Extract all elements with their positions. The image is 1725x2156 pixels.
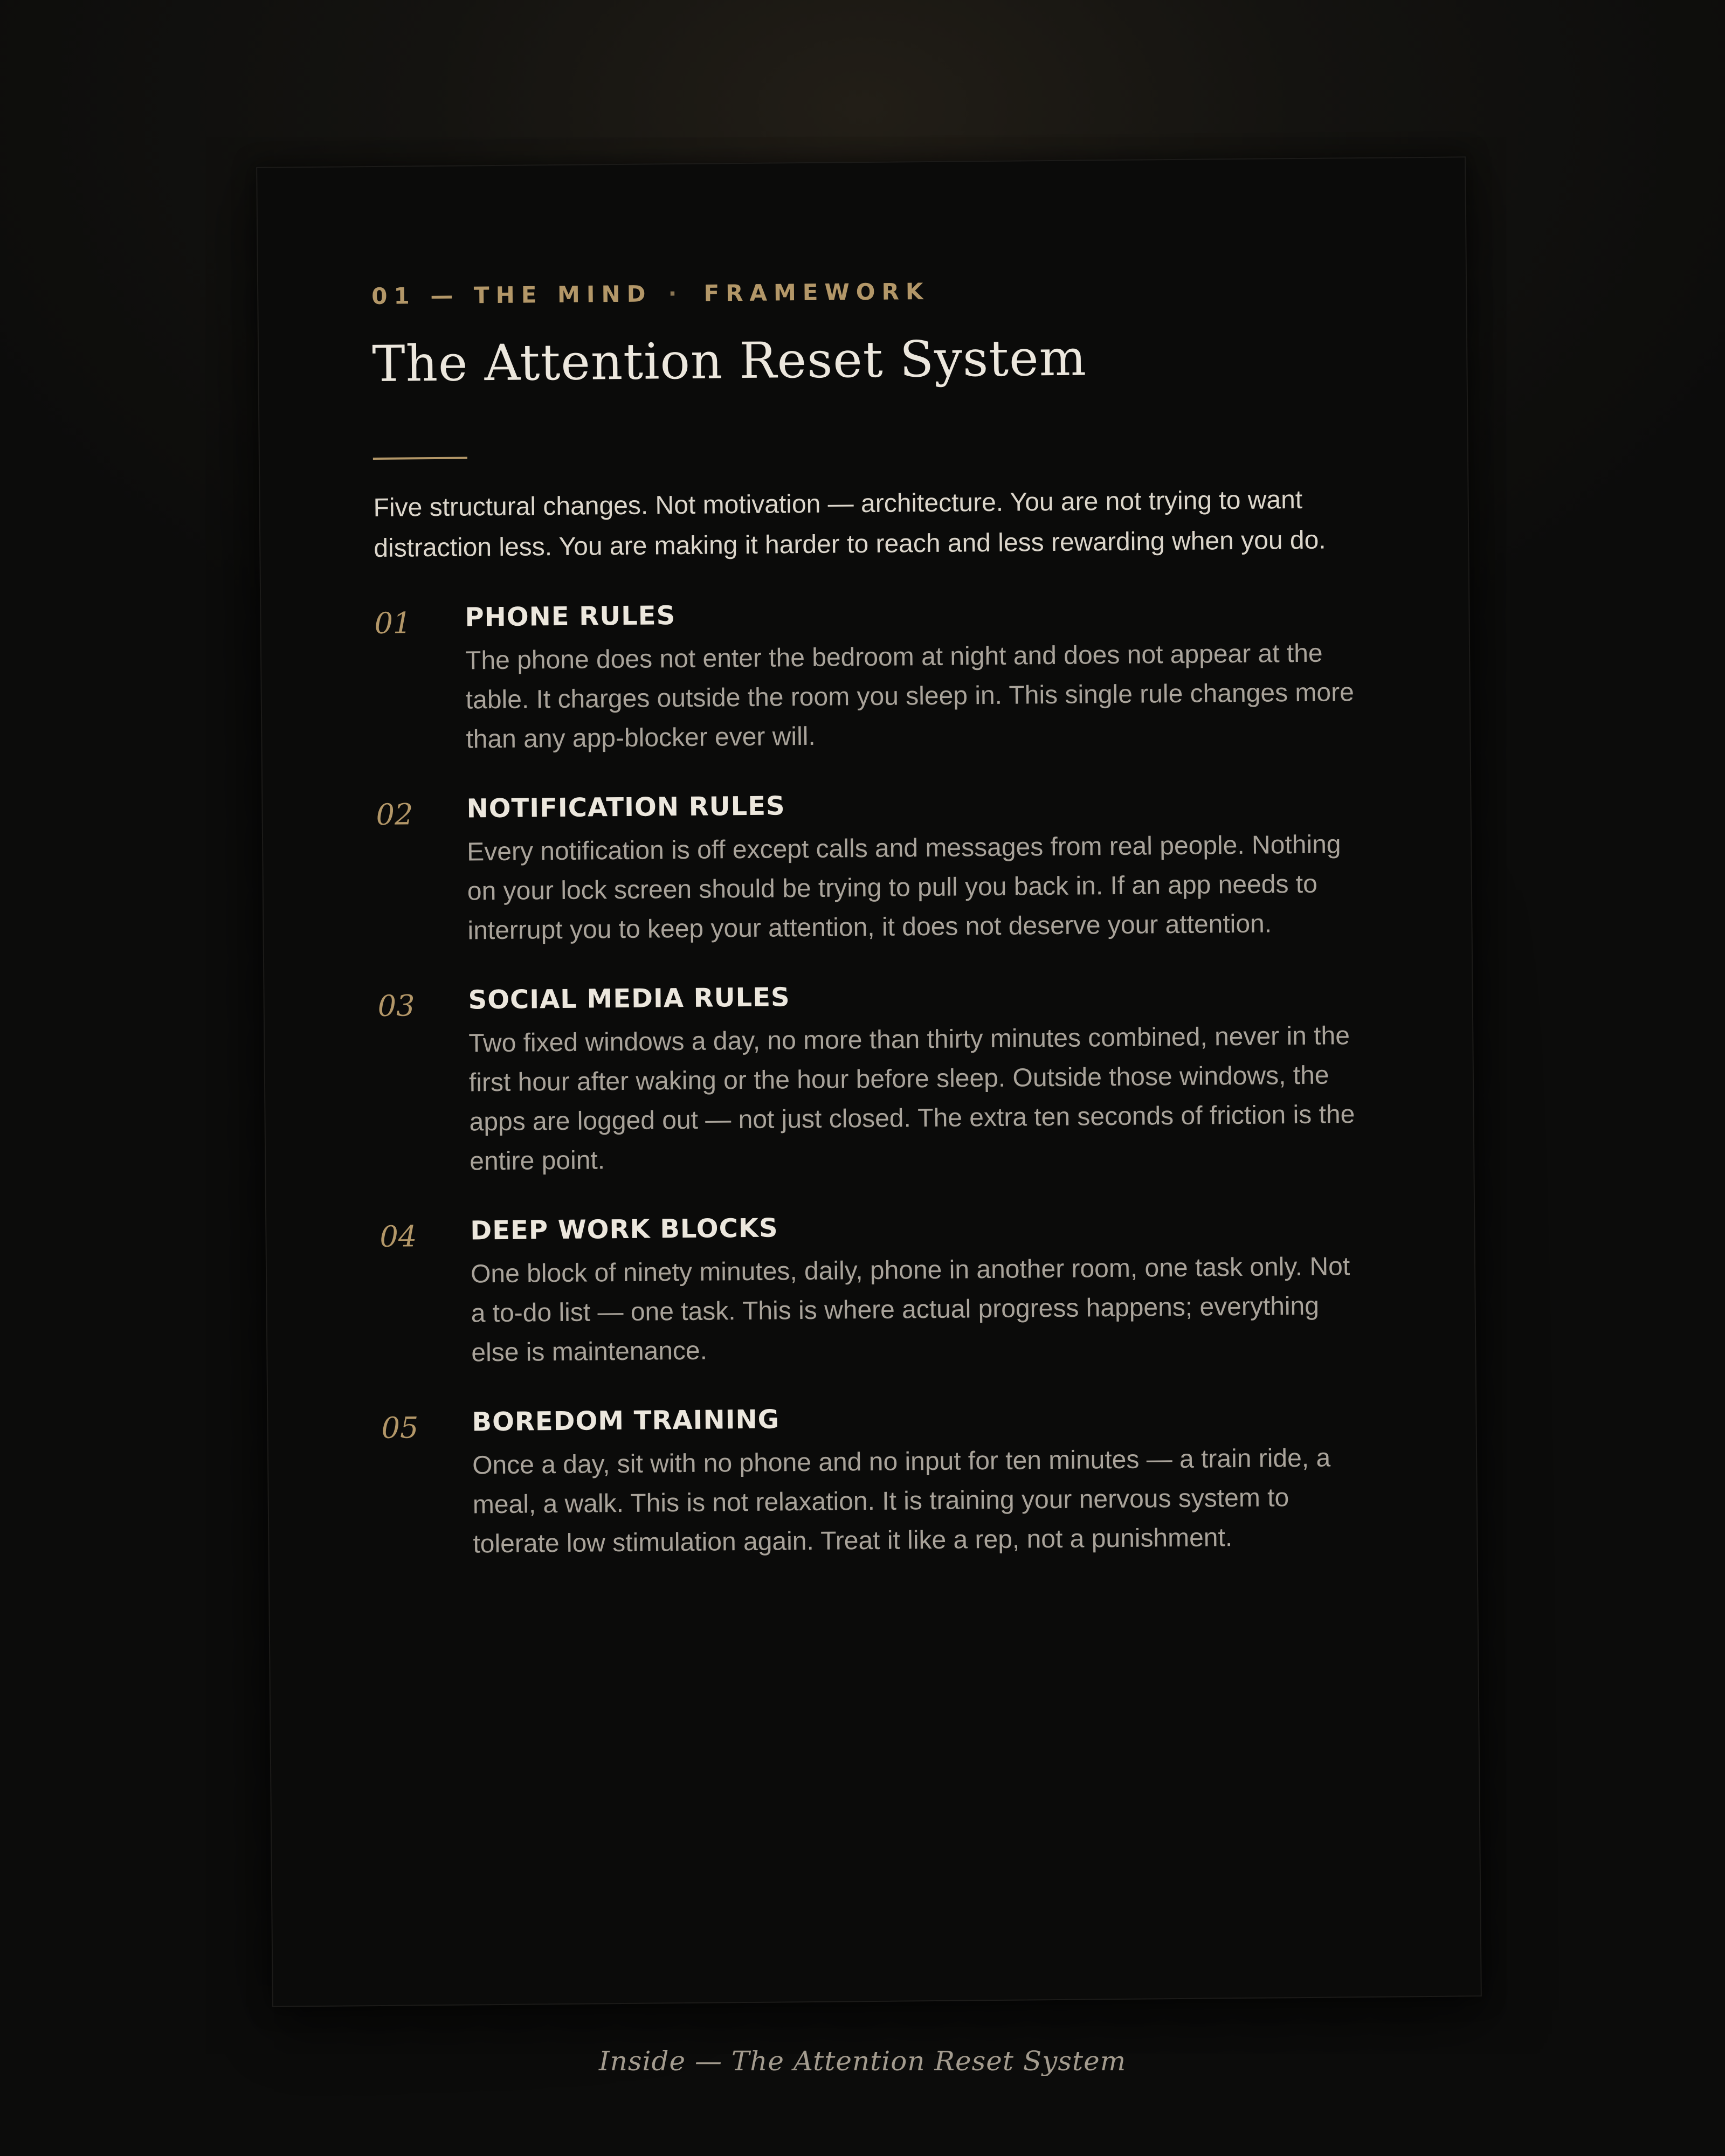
page-caption: Inside — The Attention Reset System bbox=[598, 2046, 1127, 2077]
page-title: The Attention Reset System bbox=[371, 329, 1087, 393]
item-heading: DEEP WORK BLOCKS bbox=[470, 1213, 778, 1246]
item-heading: SOCIAL MEDIA RULES bbox=[468, 982, 790, 1015]
item-number: 05 bbox=[381, 1411, 419, 1445]
eyebrow-section: 01 — THE MIND bbox=[371, 280, 652, 309]
item-text: One block of ninety minutes, daily, phone in another room, one task only. Not a to-do list — one task. This is where actual progress happens; everything else is maintenance. bbox=[470, 1252, 1350, 1367]
item-body bbox=[465, 593, 1362, 759]
item-heading: NOTIFICATION RULES bbox=[466, 791, 785, 824]
list-item bbox=[374, 593, 1362, 760]
list-item bbox=[380, 1207, 1367, 1373]
item-number: 01 bbox=[374, 606, 412, 640]
item-body bbox=[470, 1207, 1367, 1372]
item-heading: BOREDOM TRAINING bbox=[472, 1404, 780, 1438]
item-heading: PHONE RULES bbox=[465, 600, 676, 633]
list-item bbox=[377, 976, 1365, 1182]
item-number: 04 bbox=[380, 1219, 417, 1254]
item-text: Once a day, sit with no phone and no input for ten minutes — a train ride, a meal, a walk. This is not relaxation. It is training your nervous system to tolerate low stimulation again. Treat it like a rep, not a punishment. bbox=[472, 1443, 1331, 1559]
list-item bbox=[381, 1398, 1369, 1565]
eyebrow bbox=[371, 274, 1358, 309]
list-item bbox=[376, 785, 1363, 951]
item-body bbox=[472, 1398, 1369, 1564]
item-body bbox=[468, 976, 1365, 1181]
item-text: Two fixed windows a day, no more than thirty minutes combined, never in the first hour after waking or the hour before sleep. Outside those windows, the apps are logged out — not just closed. The extra ten seconds of friction is the entire point. bbox=[468, 1021, 1355, 1176]
intro-paragraph: Five structural changes. Not motivation — architecture. You are not trying to want distraction less. You are making it harder to reach and less rewarding when you do. bbox=[373, 485, 1326, 563]
item-text: Every notification is off except calls and messages from real people. Nothing on your lock screen should be trying to pull you back in. If an app needs to interrupt you to keep your attention, it does not deserve your attention. bbox=[467, 830, 1341, 945]
accent-divider bbox=[373, 457, 467, 460]
document-page bbox=[256, 156, 1482, 2007]
eyebrow-separator: · bbox=[668, 280, 684, 307]
page-content bbox=[371, 274, 1369, 1565]
item-text: The phone does not enter the bedroom at night and does not appear at the table. It charges outside the room you sleep in. This single rule changes more than any app-blocker ever will. bbox=[465, 639, 1354, 754]
eyebrow-category: FRAMEWORK bbox=[703, 278, 930, 307]
item-number: 03 bbox=[377, 989, 415, 1023]
item-body bbox=[466, 785, 1363, 950]
item-number: 02 bbox=[376, 797, 413, 832]
